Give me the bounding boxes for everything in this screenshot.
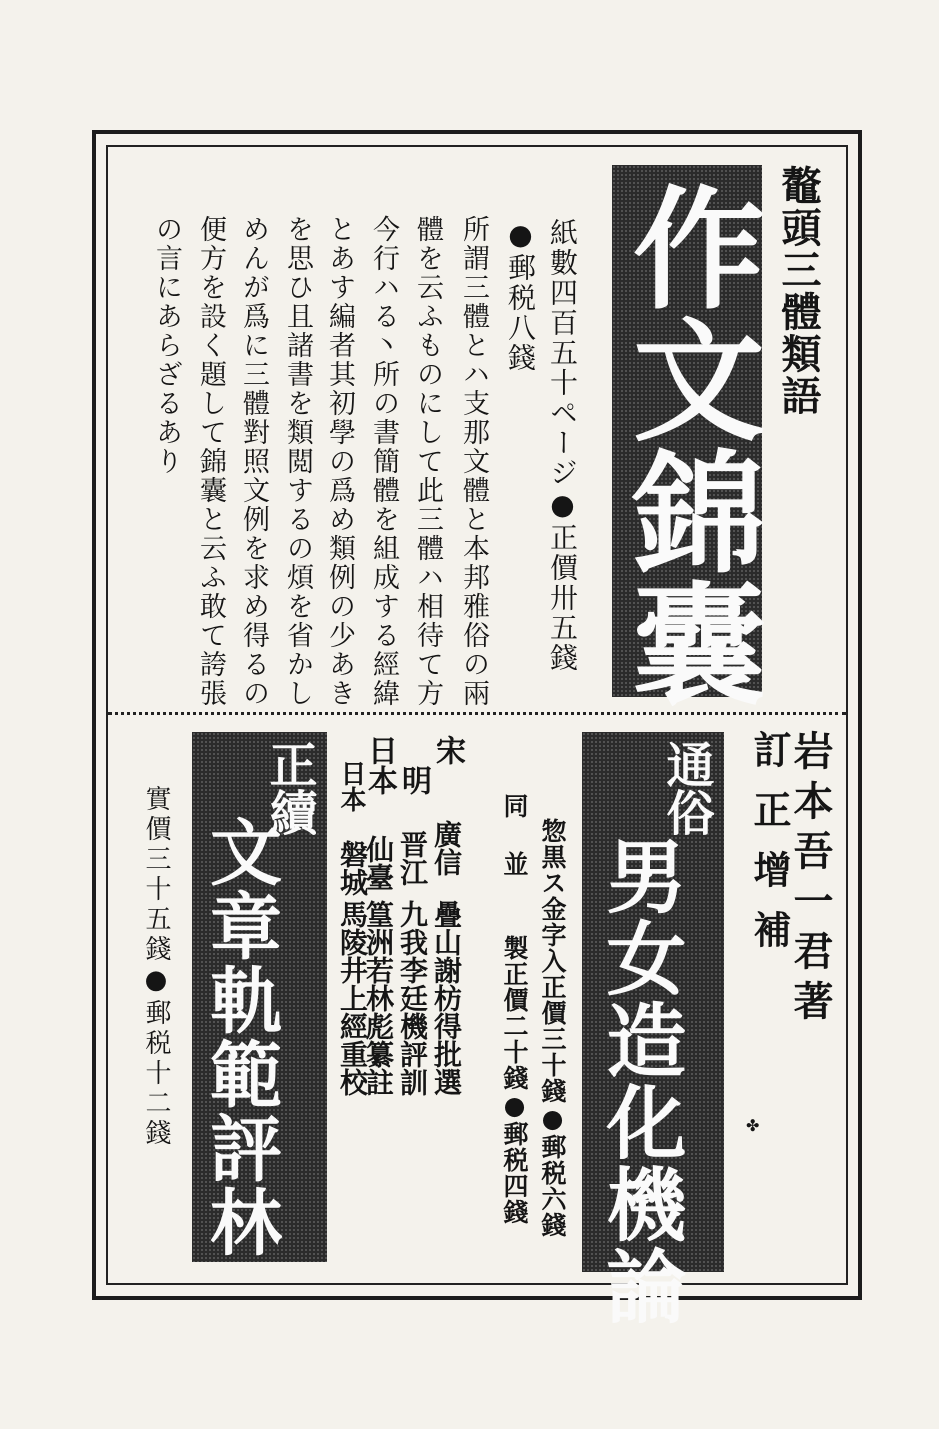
credit-4-dynasty: 日本 <box>336 760 366 812</box>
series-label: 鼇頭三體類語 <box>775 165 822 417</box>
price-label: 實價三十五錢●郵税十二錢 <box>141 785 171 1149</box>
credit-3-name: 仙臺 <box>362 835 395 891</box>
spec-line-2: ●郵税八錢 <box>504 218 537 373</box>
body-line-2: 體を云ふものにして此三體ハ相待て方 <box>412 215 443 708</box>
title-prefix-2: 通俗 <box>658 740 714 836</box>
credit-4-name: 磐城 <box>336 840 369 896</box>
credit-2-name: 晋江 <box>396 830 429 886</box>
credit-4-role: 馬陵井上經重校 <box>336 900 369 1096</box>
body-line-8: の言にあらざるあり <box>151 215 182 476</box>
edition-label: 訂正增補 <box>747 730 792 970</box>
credit-3-role: 篁洲若林彪纂註 <box>362 900 395 1096</box>
price-line-2-label: 同 並 <box>500 793 529 880</box>
page-title-3: 文章軌範評林 <box>198 815 283 1259</box>
credit-1-role: 疊山謝枋得批選 <box>430 900 463 1096</box>
credit-1-name: 廣信 <box>430 820 463 876</box>
spec-line-1: 紙數四百五十ページ●正價卅五錢 <box>546 218 579 673</box>
body-line-1: 所謂三體とハ支那文體と本邦雅俗の兩 <box>458 215 489 708</box>
page-title: 作文錦囊 <box>610 180 765 708</box>
section-divider <box>108 712 846 715</box>
credit-1-dynasty: 宋 <box>430 735 465 765</box>
credit-2-dynasty: 明 <box>396 765 431 795</box>
credit-2-role: 九我李廷機評訓 <box>396 900 429 1096</box>
body-line-7: 便方を設く題して錦囊と云ふ敢て誇張 <box>195 215 226 708</box>
price-line-1: 惣黒ス金字入正價三十錢●郵税六錢 <box>538 818 567 1238</box>
page-title-2: 男女造化機論 <box>593 835 687 1327</box>
author-credit: 岩本吾一君著 <box>787 730 834 1030</box>
body-line-4: とあす編者其初學の爲め類例の少あき <box>324 215 355 708</box>
title-prefix-3: 正續 <box>261 740 317 836</box>
body-line-5: を思ひ且諸書を類閲するの煩を省かし <box>282 215 313 708</box>
body-line-6: めんが爲に三體對照文例を求め得るの <box>238 215 269 708</box>
price-line-2: 製正價二十錢●郵税四錢 <box>500 935 529 1225</box>
small-mark-icon: ✤ <box>746 1116 760 1135</box>
credit-3-dynasty: 日本 <box>362 735 397 795</box>
body-line-3: 今行ハる丶所の書簡體を組成する經緯 <box>368 215 399 708</box>
